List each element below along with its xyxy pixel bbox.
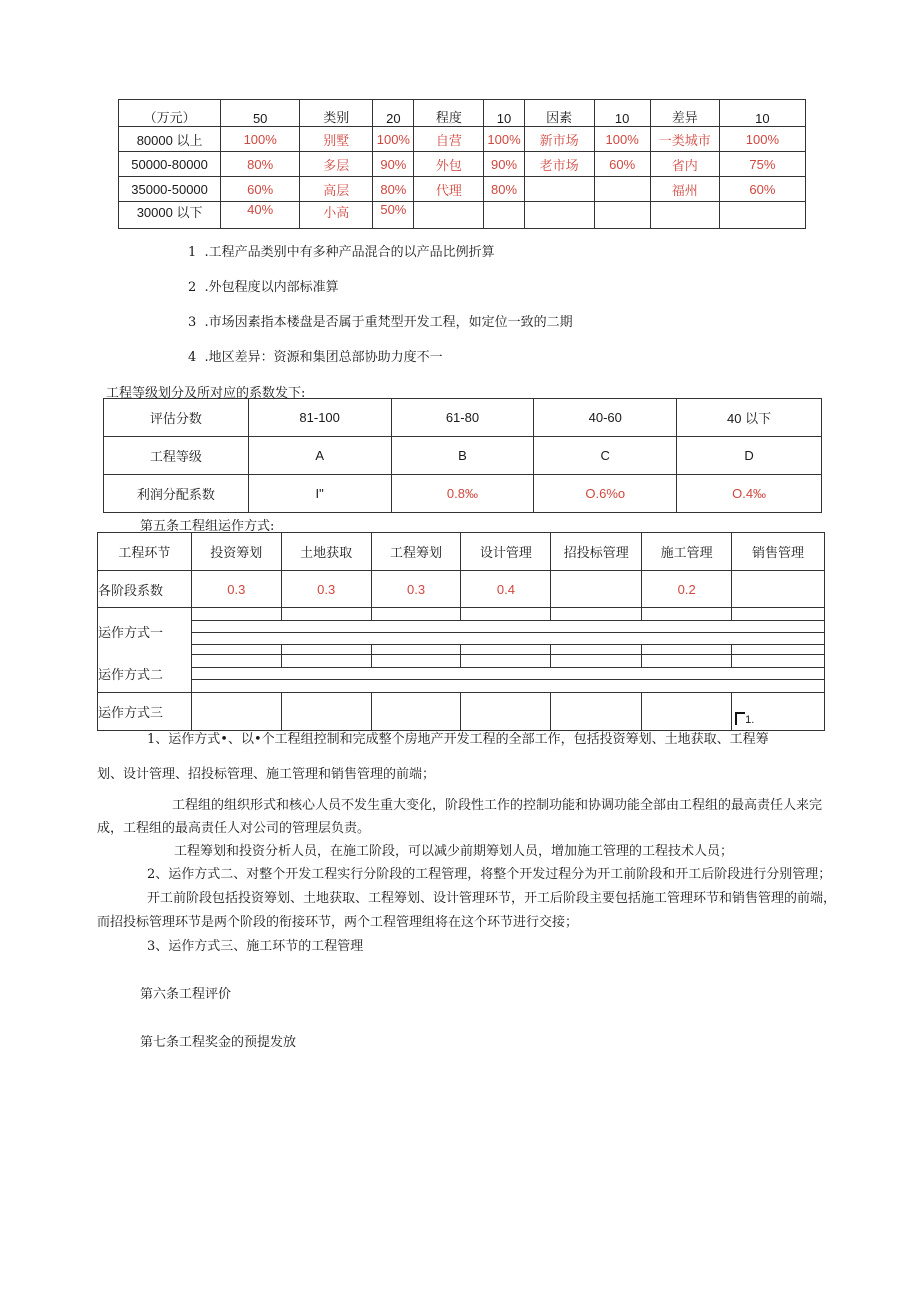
header-cell: 工程环节: [98, 533, 192, 571]
span-cell: [191, 680, 824, 693]
empty-cell: [371, 608, 461, 621]
empty-cell: [371, 693, 461, 731]
mode-row: [98, 608, 825, 621]
grade-caption: 工程等级划分及所对应的系数发下:: [106, 386, 306, 401]
section5-title: 第五条工程组运作方式:: [140, 519, 275, 534]
range-cell: 30000 以下: [119, 202, 221, 229]
value-cell: 60%: [594, 152, 650, 177]
value-cell: 100%: [221, 127, 300, 152]
coef-cell: 0.3: [191, 571, 281, 608]
value-cell: 小高: [300, 202, 373, 229]
note-1: 1 .工程产品类别中有多种产品混合的以产品比例折算: [188, 245, 495, 260]
value-cell: [594, 177, 650, 202]
header-cell: 10: [719, 100, 805, 127]
empty-cell: [281, 645, 371, 655]
empty-cell: [732, 608, 825, 621]
header-cell: 10: [594, 100, 650, 127]
coef-cell: [551, 571, 642, 608]
mode-row: [98, 668, 825, 680]
value-cell: 60%: [221, 177, 300, 202]
factor-table: [118, 99, 806, 229]
empty-cell: [551, 693, 642, 731]
value-cell: 别墅: [300, 127, 373, 152]
operation-table: [97, 532, 825, 731]
empty-cell: [642, 655, 732, 668]
empty-cell: [191, 608, 281, 621]
header-cell: 工程筹划: [371, 533, 461, 571]
empty-cell: [461, 693, 551, 731]
value-cell: 老市场: [524, 152, 594, 177]
header-cell: 施工管理: [642, 533, 732, 571]
row-label: 评估分数: [104, 399, 249, 437]
header-cell: （万元）: [119, 100, 221, 127]
empty-cell: [191, 693, 281, 731]
value-cell: 90%: [484, 152, 524, 177]
header-cell: 招投标管理: [551, 533, 642, 571]
row-label: 利润分配系数: [104, 475, 249, 513]
mark-cell: [732, 693, 825, 731]
empty-cell: [281, 608, 371, 621]
grade-cell: 40-60: [534, 399, 677, 437]
range-cell: 35000-50000: [119, 177, 221, 202]
value-cell: 100%: [373, 127, 414, 152]
value-cell: 高层: [300, 177, 373, 202]
grade-cell: 61-80: [391, 399, 534, 437]
grade-cell: O.6%o: [534, 475, 677, 513]
operation-header: [98, 533, 825, 571]
grade-cell: C: [534, 437, 677, 475]
empty-cell: [191, 655, 281, 668]
empty-cell: [642, 608, 732, 621]
factor-table-header: [119, 100, 806, 127]
para-6: 3、运作方式三、施工环节的工程管理: [147, 939, 364, 954]
value-cell: 100%: [594, 127, 650, 152]
factor-row: [119, 202, 806, 229]
row-label: 各阶段系数: [98, 571, 192, 608]
empty-cell: [642, 693, 732, 731]
value-cell: 多层: [300, 152, 373, 177]
para-2b: 成，工程组的最高责任人对公司的管理层负责。: [97, 821, 371, 836]
mode-row: [98, 680, 825, 693]
grade-cell: A: [248, 437, 391, 475]
header-cell: 类别: [300, 100, 373, 127]
span-cell: [191, 621, 824, 633]
header-cell: 差异: [650, 100, 719, 127]
row-label: 运作方式三: [98, 693, 192, 731]
value-cell: 新市场: [524, 127, 594, 152]
coef-cell: 0.3: [281, 571, 371, 608]
factor-row: [119, 152, 806, 177]
value-cell: 福州: [650, 177, 719, 202]
value-cell: [524, 177, 594, 202]
empty-cell: [281, 655, 371, 668]
coef-cell: [732, 571, 825, 608]
empty-cell: [732, 645, 825, 655]
grade-table: [103, 398, 822, 513]
coef-row: [98, 571, 825, 608]
section7-title: 第七条工程奖金的预提发放: [140, 1035, 297, 1050]
para-2a: 工程组的组织形式和核心人员不发生重大变化，阶段性工作的控制功能和协调功能全部由工程组的最高责任人来完: [172, 798, 823, 813]
span-cell: [191, 668, 824, 680]
value-cell: [594, 202, 650, 229]
mode-row: [98, 645, 825, 655]
grade-cell: O.4‰: [677, 475, 822, 513]
value-cell: 一类城市: [650, 127, 719, 152]
header-cell: 投资筹划: [191, 533, 281, 571]
value-cell: 80%: [373, 177, 414, 202]
row-label: 工程等级: [104, 437, 249, 475]
mark-text: 1.: [745, 714, 755, 726]
grade-cell: I": [248, 475, 391, 513]
grade-cell: 81-100: [248, 399, 391, 437]
note-4: 4 .地区差异：资源和集团总部协助力度不一: [188, 350, 443, 365]
value-cell: 省内: [650, 152, 719, 177]
value-cell: 100%: [719, 127, 805, 152]
mode-row: [98, 693, 825, 731]
value-cell: 60%: [719, 177, 805, 202]
note-2: 2 .外包程度以内部标准算: [188, 280, 339, 295]
para-5a: 开工前阶段包括投资筹划、土地获取、工程筹划、设计管理环节，开工后阶段主要包括施工管理环节和销售管理的前端，: [147, 891, 837, 906]
span-cell: [191, 633, 824, 645]
empty-cell: [551, 645, 642, 655]
coef-cell: 0.2: [642, 571, 732, 608]
para-1b: 划、设计管理、招投标管理、施工管理和销售管理的前端；: [97, 767, 436, 782]
value-cell: [414, 202, 484, 229]
empty-cell: [371, 645, 461, 655]
header-cell: 销售管理: [732, 533, 825, 571]
empty-cell: [371, 655, 461, 668]
empty-cell: [642, 645, 732, 655]
value-cell: 外包: [414, 152, 484, 177]
row-label: 运作方式一: [98, 608, 192, 655]
value-cell: 80%: [221, 152, 300, 177]
range-cell: 50000-80000: [119, 152, 221, 177]
value-cell: 90%: [373, 152, 414, 177]
value-cell: 代理: [414, 177, 484, 202]
value-cell: 50%: [373, 202, 414, 229]
factor-row: [119, 177, 806, 202]
empty-cell: [461, 655, 551, 668]
section6-title: 第六条工程评价: [140, 987, 232, 1002]
empty-cell: [461, 645, 551, 655]
grade-row: [104, 399, 822, 437]
header-cell: 因素: [524, 100, 594, 127]
value-cell: 自营: [414, 127, 484, 152]
note-3: 3 .市场因素指本楼盘是否属于重梵型开发工程，如定位一致的二期: [188, 315, 573, 330]
grade-row: [104, 475, 822, 513]
factor-row: [119, 127, 806, 152]
grade-row: [104, 437, 822, 475]
empty-cell: [551, 608, 642, 621]
empty-cell: [551, 655, 642, 668]
para-4: 2、运作方式二、对整个开发工程实行分阶段的工程管理，将整个开发过程分为开工前阶段和开工后阶段进行分别管理；: [147, 867, 832, 882]
grade-cell: 40 以下: [677, 399, 822, 437]
value-cell: 100%: [484, 127, 524, 152]
value-cell: 75%: [719, 152, 805, 177]
range-cell: 80000 以上: [119, 127, 221, 152]
coef-cell: 0.4: [461, 571, 551, 608]
mode-row: [98, 633, 825, 645]
value-cell: 40%: [221, 202, 300, 229]
header-cell: 土地获取: [281, 533, 371, 571]
grade-cell: 0.8‰: [391, 475, 534, 513]
header-cell: 设计管理: [461, 533, 551, 571]
value-cell: [719, 202, 805, 229]
coef-cell: 0.3: [371, 571, 461, 608]
value-cell: [484, 202, 524, 229]
value-cell: [524, 202, 594, 229]
empty-cell: [281, 693, 371, 731]
mode-row: [98, 621, 825, 633]
header-cell: 程度: [414, 100, 484, 127]
corner-mark-icon: [735, 712, 745, 725]
empty-cell: [191, 645, 281, 655]
value-cell: 80%: [484, 177, 524, 202]
header-cell: 20: [373, 100, 414, 127]
header-cell: 10: [484, 100, 524, 127]
para-1a: 1、运作方式•、以•个工程组控制和完成整个房地产开发工程的全部工作，包括投资筹划、土地获取、工程筹: [147, 732, 769, 747]
para-5b: 而招投标管理环节是两个阶段的衔接环节，两个工程管理组将在这个环节进行交接；: [97, 915, 579, 930]
mode-row: [98, 655, 825, 668]
row-label: 运作方式二: [98, 655, 192, 693]
para-3: 工程筹划和投资分析人员，在施工阶段，可以减少前期筹划人员，增加施工管理的工程技术人员；: [174, 844, 734, 859]
value-cell: [650, 202, 719, 229]
grade-cell: D: [677, 437, 822, 475]
header-cell: 50: [221, 100, 300, 127]
empty-cell: [461, 608, 551, 621]
empty-cell: [732, 655, 825, 668]
grade-cell: B: [391, 437, 534, 475]
